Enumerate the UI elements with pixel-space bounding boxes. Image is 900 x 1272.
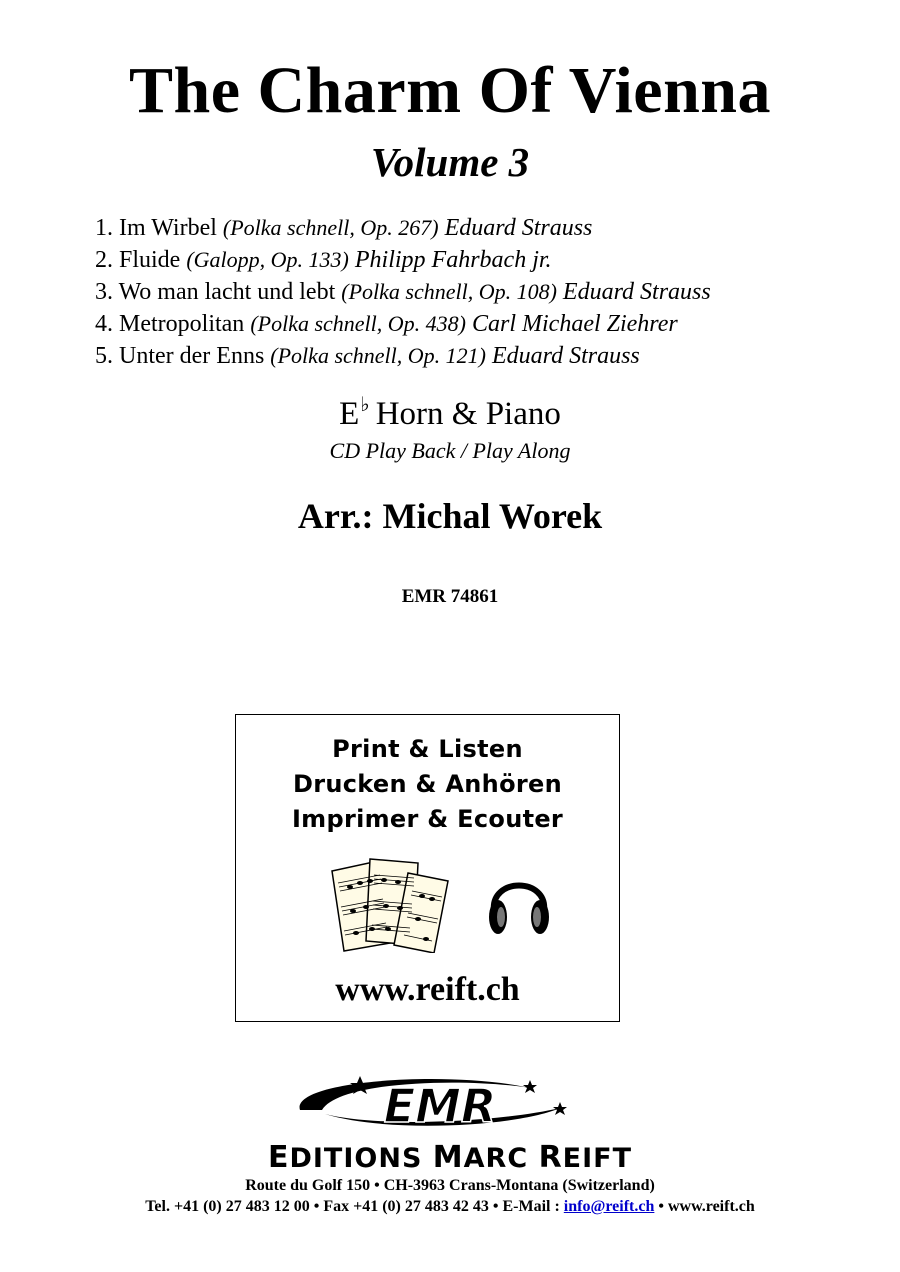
print-listen-box [235, 714, 620, 1022]
publisher-address: Route du Golf 150 • CH-3963 Crans-Montana (Switzerland) [245, 1177, 655, 1194]
contact-website: • www.reift.ch [658, 1198, 755, 1215]
track-composer: Carl Michael Ziehrer [471, 311, 678, 337]
publisher-contact [0, 1199, 900, 1215]
track-details: (Polka schnell, Op. 438) [250, 311, 466, 336]
track-composer: Eduard Strauss [562, 279, 711, 305]
page-title: The Charm Of Vienna [128, 54, 772, 127]
flat-sign: ♭ [360, 394, 370, 416]
promo-line-german: Drucken & Anhören [293, 770, 562, 798]
track-details: (Polka schnell, Op. 121) [270, 343, 486, 368]
publisher-word: DITIONS [289, 1143, 433, 1174]
track-item [95, 276, 875, 308]
catalog-code: EMR 74861 [401, 586, 499, 607]
instrumentation [0, 394, 900, 432]
track-title: 1. Im Wirbel [95, 215, 217, 241]
track-composer: Eduard Strauss [444, 215, 593, 241]
instrument-key: E [339, 396, 360, 432]
track-title: 2. Fluide [95, 247, 181, 273]
publisher-letter: M [432, 1140, 464, 1175]
track-details: (Polka schnell, Op. 267) [222, 215, 439, 240]
track-item [95, 212, 875, 244]
track-item [95, 340, 875, 372]
arranger: Arr.: Michal Worek [297, 496, 603, 536]
promo-line-french: Imprimer & Ecouter [291, 805, 564, 833]
track-details: (Galopp, Op. 133) [186, 247, 349, 272]
publisher-letter: R [538, 1140, 563, 1175]
volume-subtitle: Volume 3 [370, 139, 530, 185]
publisher-word: EIFT [562, 1143, 633, 1174]
track-title: 3. Wo man lacht und lebt [95, 279, 336, 305]
logo-text: EMR [383, 1079, 497, 1133]
headphones-icon [486, 863, 552, 943]
publisher-name [0, 1140, 900, 1175]
emr-logo [230, 1070, 575, 1140]
publisher-word: ARC [463, 1143, 539, 1174]
promo-line-english: Print & Listen [332, 735, 523, 763]
track-item [95, 308, 875, 340]
cd-playback-note: CD Play Back / Play Along [329, 438, 571, 463]
contact-phone-fax: Tel. +41 (0) 27 483 12 00 • Fax +41 (0) 27 483 42 43 • E-Mail : [145, 1198, 560, 1215]
email-link[interactable]: info@reift.ch [563, 1198, 655, 1215]
track-title: 5. Unter der Enns [95, 343, 265, 369]
track-title: 4. Metropolitan [95, 311, 245, 337]
promo-website: www.reift.ch [335, 971, 520, 1008]
track-details: (Polka schnell, Op. 108) [341, 279, 557, 304]
instrument-text: Horn & Piano [375, 396, 561, 432]
track-list [95, 212, 875, 372]
track-item [95, 244, 875, 276]
publisher-letter: E [267, 1140, 290, 1175]
track-composer: Eduard Strauss [491, 343, 640, 369]
sheet-music-icon [328, 853, 458, 953]
track-composer: Philipp Fahrbach jr. [354, 247, 552, 273]
